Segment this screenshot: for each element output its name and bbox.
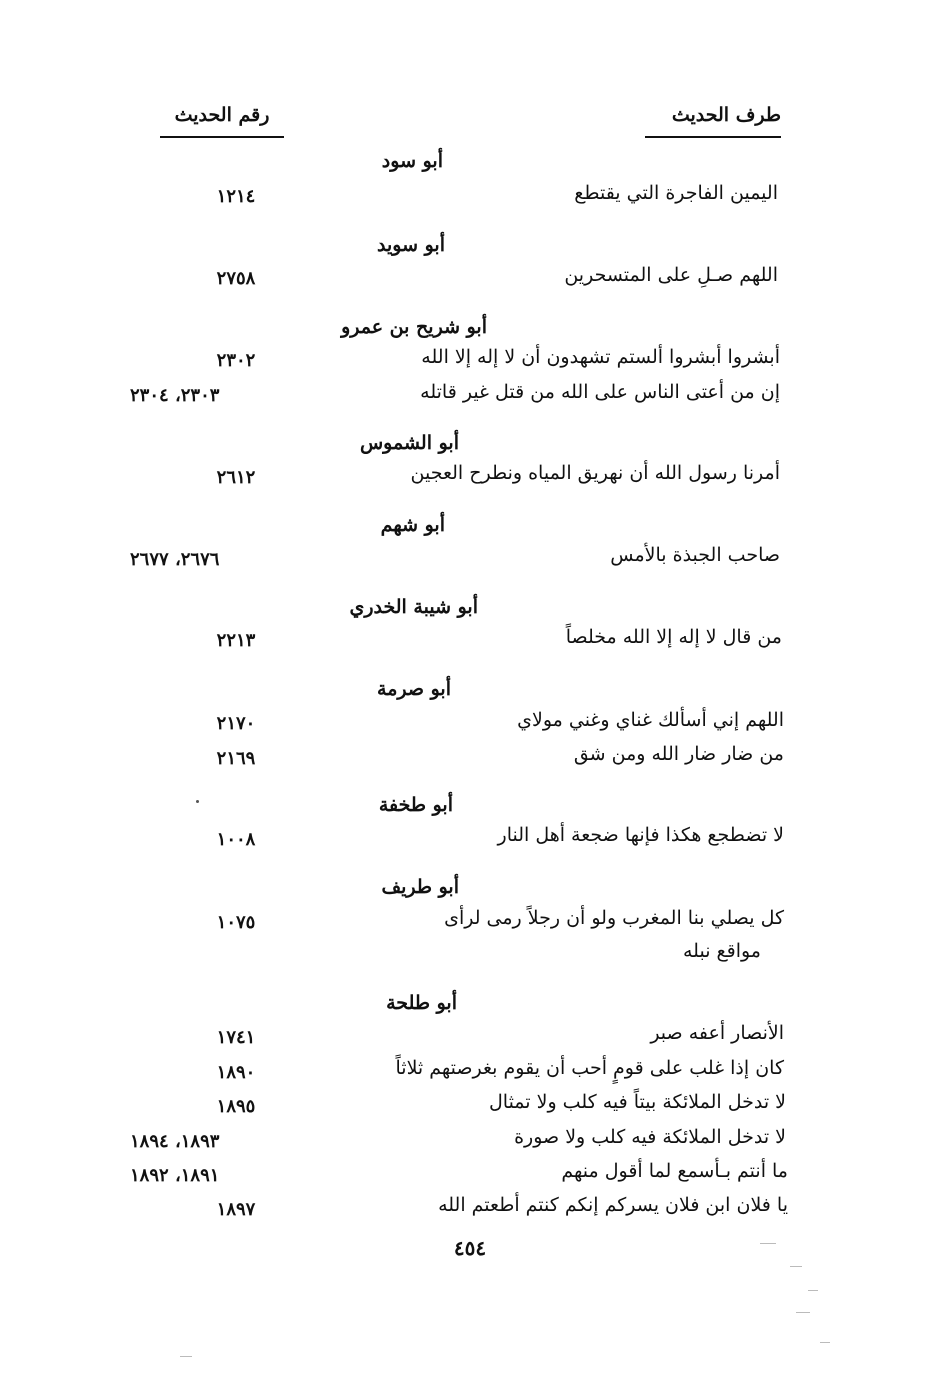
hadith-text: إن من أعتى الناس على الله من قتل غير قاتله [420,381,780,403]
hadith-text: صاحب الجبذة بالأمس [610,544,780,566]
page-number: ٤٥٤ [453,1236,487,1260]
hadith-text: ما أنتم بـأسمع لما أقول منهم [561,1160,788,1182]
hadith-text: اللهم صـلِ على المتسحرين [564,264,778,286]
hadith-phrase-header: طرف الحديث [645,104,781,138]
hadith-number: ١٨٩١، ١٨٩٢ [130,1165,220,1186]
hadith-number: ١٢١٤ [216,186,256,207]
narrator-heading: أبو صرمة [377,678,451,700]
hadith-text: اللهم إني أسألك غناي وغني مولاي [517,709,784,731]
hadith-number: ١٨٩٣، ١٨٩٤ [130,1131,220,1152]
hadith-text: لا تدخل الملائكة بيتاً فيه كلب ولا تمثال [488,1091,786,1113]
narrator-heading: أبو شهم [380,514,445,536]
narrator-heading: أبو طخفة [378,794,453,816]
hadith-text: من قال لا إله إلا الله مخلصاً [565,626,782,648]
hadith-text: اليمين الفاجرة التي يقتطع [574,182,778,204]
hadith-number: ١٨٩٠ [216,1062,256,1083]
scan-artifact [760,1243,776,1244]
scan-artifact [796,1312,810,1313]
hadith-number: ٢١٦٩ [216,748,256,769]
hadith-text: من ضار ضار الله ومن شق [573,743,784,765]
scan-artifact [820,1342,830,1343]
hadith-number: ٢٣٠٣، ٢٣٠٤ [130,385,220,406]
hadith-number: ٢٢١٣ [216,630,256,651]
scan-artifact [790,1266,802,1267]
hadith-text: أبشروا أبشروا ألستم تشهدون أن لا إله إلا الله [421,346,780,368]
ink-speck [196,800,199,803]
hadith-text: كل يصلي بنا المغرب ولو أن رجلاً رمى لرأى [444,907,784,929]
narrator-heading: أبو طلحة [386,992,457,1014]
hadith-number: ١٠٧٥ [216,912,256,933]
hadith-number: ٢٣٠٢ [216,350,256,371]
hadith-text: أمرنا رسول الله أن نهريق المياه ونطرح العجين [410,462,780,484]
hadith-number: ٢٦١٢ [216,467,256,488]
hadith-number: ٢٦٧٦، ٢٦٧٧ [130,549,220,570]
hadith-number: ٢٧٥٨ [216,268,256,289]
hadith-number-header: رقم الحديث [160,104,284,138]
scan-artifact [808,1290,818,1291]
narrator-heading: أبو الشموس [359,432,459,454]
hadith-text: يا فلان ابن فلان يسركم إنكم كنتم أطعتم الله [438,1194,788,1216]
narrator-heading: أبو سود [381,150,443,172]
hadith-number: ٢١٧٠ [216,713,256,734]
scan-artifact [180,1356,192,1357]
hadith-text: الأنصار أعفه صبر [650,1022,784,1044]
hadith-text: كان إذا غلب على قومٍ أحب أن يقوم بغرصتهم ثلاثاً [395,1057,784,1079]
narrator-heading: أبو سويد [377,234,445,256]
narrator-heading: أبو شيبة الخدري [349,596,478,618]
narrator-heading: أبو شريح بن عمرو [341,316,487,338]
hadith-text-continuation: مواقع نبله [682,940,761,962]
hadith-number: ١٨٩٥ [216,1096,256,1117]
hadith-text: لا تدخل الملائكة فيه كلب ولا صورة [514,1126,786,1148]
narrator-heading: أبو طريف [381,876,459,898]
hadith-number: ١٨٩٧ [216,1199,256,1220]
hadith-text: لا تضطجع هكذا فإنها ضجعة أهل النار [497,824,784,846]
hadith-number: ١٧٤١ [216,1027,256,1048]
hadith-number: ١٠٠٨ [216,829,256,850]
